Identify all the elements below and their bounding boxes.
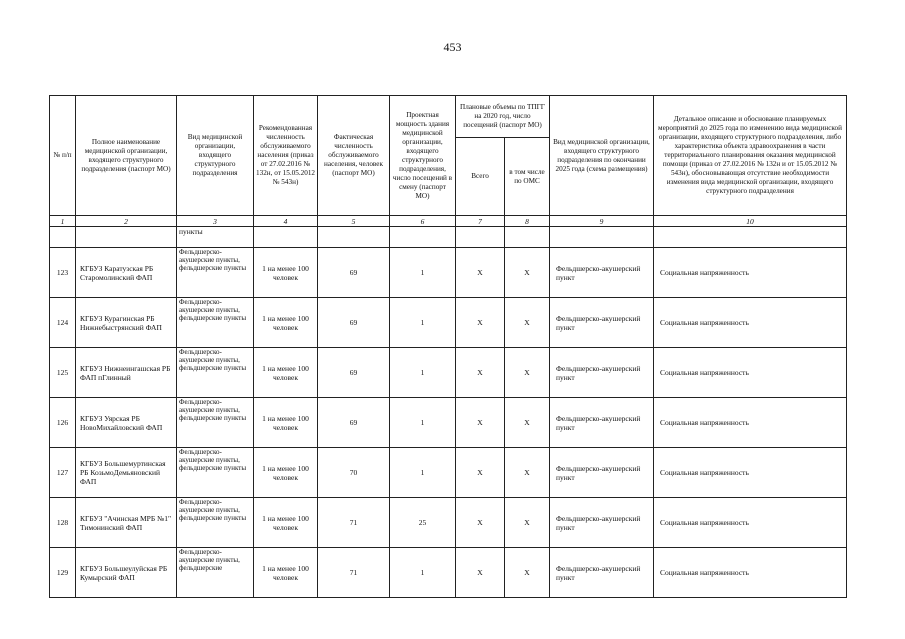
header-planned-volumes: Плановые объемы по ТПГГ на 2020 год, число посещений (паспорт МО) (456, 96, 550, 138)
row-number: 126 (50, 398, 76, 448)
description: Социальная напряженность (654, 298, 847, 348)
column-index-row (50, 216, 847, 227)
org-kind-2025: Фельдшерско-акушерский пункт (550, 448, 654, 498)
recommended-population: 1 на менее 100 человек (254, 348, 318, 398)
org-kind-2025: Фельдшерско-акушерский пункт (550, 298, 654, 348)
actual-population: 69 (318, 398, 390, 448)
column-index: 9 (550, 216, 654, 227)
org-kind: Фельдшерско-акушерские пункты, фельдшерские пункты (177, 398, 254, 448)
planned-oms: X (505, 398, 550, 448)
column-index: 3 (177, 216, 254, 227)
planned-oms: X (505, 348, 550, 398)
table-row (50, 298, 847, 348)
actual-population: 69 (318, 348, 390, 398)
actual-population: 69 (318, 248, 390, 298)
org-kind: Фельдшерско-акушерские пункты, фельдшерские (177, 548, 254, 598)
org-kind: Фельдшерско-акушерские пункты, фельдшерские пункты (177, 348, 254, 398)
org-name: КГБУЗ Большеулуйская РБ Кумырский ФАП (76, 548, 177, 598)
row-number: 125 (50, 348, 76, 398)
header-oms: в том числе по ОМС (505, 138, 550, 216)
org-kind-2025: Фельдшерско-акушерский пункт (550, 398, 654, 448)
column-index: 2 (76, 216, 177, 227)
org-kind: Фельдшерско-акушерские пункты, фельдшерские пункты (177, 498, 254, 548)
org-name: КГБУЗ Уярская РБ НовоМихайловский ФАП (76, 398, 177, 448)
table-row (50, 398, 847, 448)
org-kind: Фельдшерско-акушерские пункты, фельдшерские пункты (177, 448, 254, 498)
row-number: 124 (50, 298, 76, 348)
column-index: 5 (318, 216, 390, 227)
row-number: 127 (50, 448, 76, 498)
org-kind: Фельдшерско-акушерские пункты, фельдшерские пункты (177, 248, 254, 298)
org-kind-2025: Фельдшерско-акушерский пункт (550, 248, 654, 298)
column-index: 10 (654, 216, 847, 227)
recommended-population: 1 на менее 100 человек (254, 548, 318, 598)
org-name: КГБУЗ Курагинская РБ Нижнебыстрянский ФАП (76, 298, 177, 348)
header-design-capacity: Проектная мощность здания медицинской организации, входящего структурного подразделения, число посещений в смену (паспорт МО) (390, 96, 456, 216)
actual-population: 71 (318, 548, 390, 598)
description: Социальная напряженность (654, 398, 847, 448)
org-kind: Фельдшерско-акушерские пункты, фельдшерские пункты (177, 298, 254, 348)
actual-population: 70 (318, 448, 390, 498)
planned-oms: X (505, 548, 550, 598)
header-description: Детальное описание и обоснование планируемых мероприятий до 2025 года по изменению вида медицинской организации, входящего структурного подразделения, либо характеристика объекта здравоохранения в части территориального планирования оказания медицинской помощи (приказ от 27.02.2016 № 132н и от 15.05.2012 № 543н), обосновывающая отсутствие необходимости изменения вида медицинской организации, входящего структурного подразделения (654, 96, 847, 216)
design-capacity: 1 (390, 398, 456, 448)
recommended-population: 1 на менее 100 человек (254, 248, 318, 298)
column-index: 1 (50, 216, 76, 227)
planned-oms: X (505, 248, 550, 298)
row-number: 128 (50, 498, 76, 548)
page-number: 453 (443, 40, 462, 54)
row-number: 123 (50, 248, 76, 298)
table-row (50, 448, 847, 498)
recommended-population: 1 на менее 100 человек (254, 448, 318, 498)
actual-population: 71 (318, 498, 390, 548)
planned-total: X (456, 398, 505, 448)
description: Социальная напряженность (654, 448, 847, 498)
planned-total: X (456, 448, 505, 498)
recommended-population: 1 на менее 100 человек (254, 298, 318, 348)
org-name: КГБУЗ "Ачинская МРБ №1" Тимонинский ФАП (76, 498, 177, 548)
header-recommended-population: Рекомендованная численность обслуживаемого населения (приказ от 27.02.2016 № 132н, от 15.05.2012 № 543н) (254, 96, 318, 216)
planned-total: X (456, 248, 505, 298)
table-row (50, 348, 847, 398)
planned-total: X (456, 548, 505, 598)
table-row (50, 548, 847, 598)
actual-population: 69 (318, 298, 390, 348)
description: Социальная напряженность (654, 498, 847, 548)
header-org-kind: Вид медицинской организации, входящего структурного подразделения (177, 96, 254, 216)
planned-total: X (456, 498, 505, 548)
column-index: 7 (456, 216, 505, 227)
continuation-row (50, 227, 847, 248)
planned-oms: X (505, 448, 550, 498)
design-capacity: 1 (390, 448, 456, 498)
planned-oms: X (505, 298, 550, 348)
header-full-name: Полное наименование медицинской организации, входящего структурного подразделения (паспорт МО) (76, 96, 177, 216)
design-capacity: 1 (390, 548, 456, 598)
planned-total: X (456, 348, 505, 398)
registry-table (49, 95, 847, 598)
column-index: 6 (390, 216, 456, 227)
table-row (50, 248, 847, 298)
design-capacity: 25 (390, 498, 456, 548)
continuation-text: пункты (177, 227, 254, 248)
description: Социальная напряженность (654, 248, 847, 298)
description: Социальная напряженность (654, 348, 847, 398)
org-name: КГБУЗ Большемуртинская РБ КозьмоДемьяновский ФАП (76, 448, 177, 498)
table-row (50, 498, 847, 548)
design-capacity: 1 (390, 298, 456, 348)
recommended-population: 1 на менее 100 человек (254, 398, 318, 448)
design-capacity: 1 (390, 348, 456, 398)
header-number: № п/п (50, 96, 76, 216)
row-number: 129 (50, 548, 76, 598)
header-actual-population: Фактическая численность обслуживаемого населения, человек (паспорт МО) (318, 96, 390, 216)
column-index: 8 (505, 216, 550, 227)
planned-oms: X (505, 498, 550, 548)
org-name: КГБУЗ Каратузская РБ Старомолинский ФАП (76, 248, 177, 298)
org-name: КГБУЗ Нижнеингашская РБ ФАП пГлинный (76, 348, 177, 398)
column-index: 4 (254, 216, 318, 227)
header-org-kind-2025: Вид медицинской организации, входящего структурного подразделения по окончании 2025 года (схема размещения) (550, 96, 654, 216)
org-kind-2025: Фельдшерско-акушерский пункт (550, 548, 654, 598)
planned-total: X (456, 298, 505, 348)
description: Социальная напряженность (654, 548, 847, 598)
org-kind-2025: Фельдшерско-акушерский пункт (550, 348, 654, 398)
header-total: Всего (456, 138, 505, 216)
recommended-population: 1 на менее 100 человек (254, 498, 318, 548)
org-kind-2025: Фельдшерско-акушерский пункт (550, 498, 654, 548)
design-capacity: 1 (390, 248, 456, 298)
